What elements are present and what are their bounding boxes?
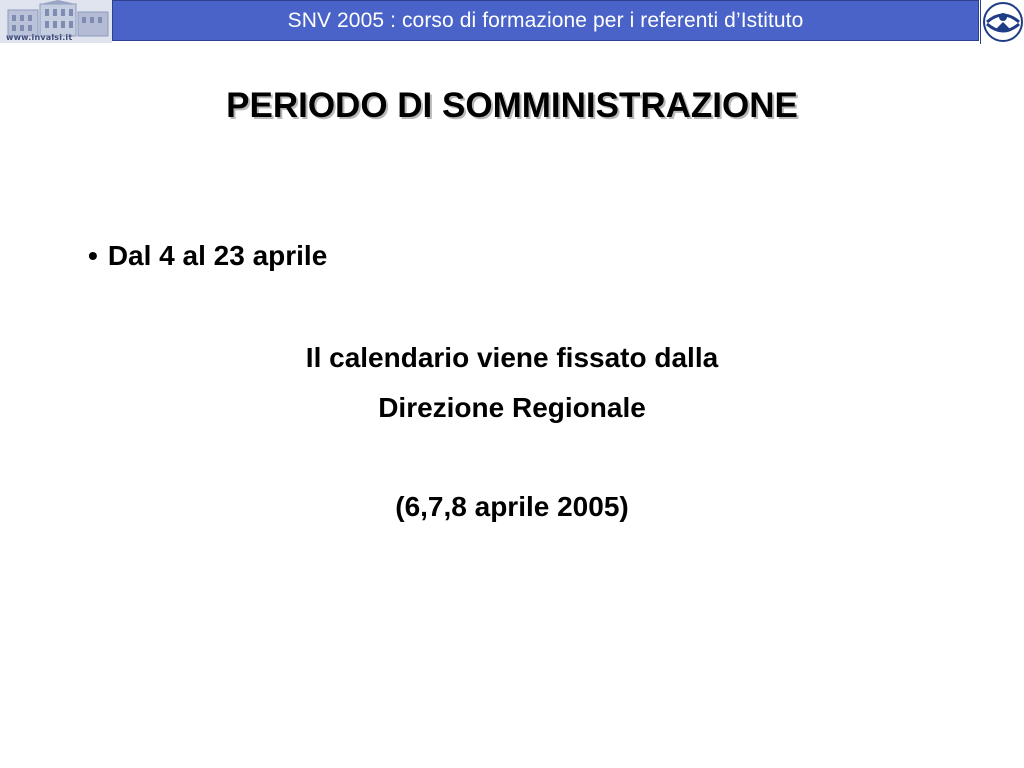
calendar-dates: (6,7,8 aprile 2005) bbox=[395, 491, 629, 522]
building-photo-icon bbox=[0, 0, 113, 43]
website-caption: www.invalsi.it bbox=[6, 33, 73, 42]
slide-title: PERIODO DI SOMMINISTRAZIONE bbox=[226, 86, 798, 125]
header-divider bbox=[112, 41, 979, 44]
header-bar bbox=[0, 0, 1024, 44]
header-title-strip bbox=[112, 0, 979, 41]
bullet-text: Dal 4 al 23 aprile bbox=[107, 240, 328, 271]
invalsi-emblem-icon bbox=[980, 0, 1024, 44]
header-title: SNV 2005 : corso di formazione per i referenti d’Istituto bbox=[287, 8, 804, 32]
calendar-line-1: Il calendario viene fissato dalla bbox=[305, 342, 719, 373]
bullet-dot-icon: • bbox=[88, 240, 98, 271]
calendar-line-2: Direzione Regionale bbox=[378, 392, 646, 423]
bullet-item bbox=[88, 240, 327, 272]
